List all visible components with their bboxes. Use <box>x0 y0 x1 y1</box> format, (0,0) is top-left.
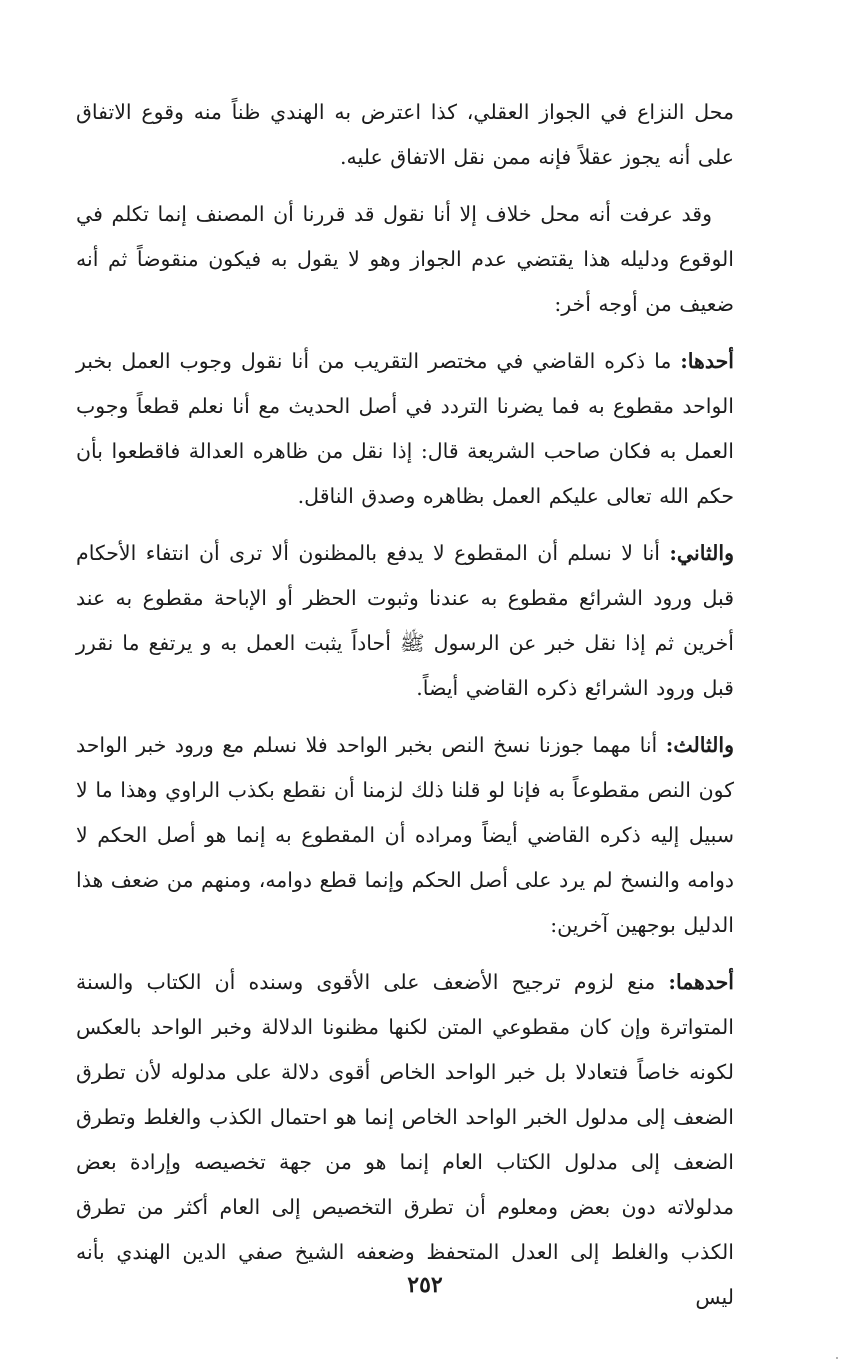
paragraph-6 <box>76 960 734 1320</box>
paragraph-4-text: أنا لا نسلم أن المقطوع لا يدفع بالمظنون ألا ترى أن انتفاء الأحكام قبل ورود الشرائع مقطوع به عندنا وثبوت الحظر أو الإباحة مقطوع به عند أخرين ثم إذا نقل خبر عن الرسول ﷺ أحاداً يثبت العمل به و يرتفع ما نقرر قبل ورود الشرائع ذكره القاضي أيضاً. <box>76 541 734 700</box>
paragraph-4-lead: والثاني: <box>669 541 734 565</box>
paragraph-5-text: أنا مهما جوزنا نسخ النص بخبر الواحد فلا نسلم مع ورود خبر الواحد كون النص مقطوعاً به فإنا لو قلنا ذلك لزمنا أن نقطع بكذب الراوي وهذا ما لا سبيل إليه ذكره القاضي أيضاً ومراده أن المقطوع به إنما هو أصل الحكم لا دوامه والنسخ لم يرد على أصل الحكم وإنما قطع دوامه، ومنهم من ضعف هذا الدليل بوجهين آخرين: <box>76 733 734 937</box>
page-number: ٢٥٢ <box>407 1272 443 1298</box>
paragraph-2-text: وقد عرفت أنه محل خلاف إلا أنا نقول قد قررنا أن المصنف إنما تكلم في الوقوع ودليله هذا يقتضي عدم الجواز وهو لا يقول به فيكون منقوضاً ثم أنه ضعيف من أوجه أخر: <box>76 202 734 316</box>
paragraph-5-lead: والثالث: <box>665 733 734 757</box>
page-body <box>76 90 734 1332</box>
paragraph-3-lead: أحدها: <box>680 349 734 373</box>
paragraph-6-text: منع لزوم ترجيح الأضعف على الأقوى وسنده أن الكتاب والسنة المتواترة وإن كان مقطوعي المتن لكنها مظنونا الدلالة وخبر الواحد بالعكس لكونه خاصاً فتعادلا بل خبر الواحد الخاص أقوى دلالة على مدلوله لأن تطرق الضعف إلى مدلول الخبر الواحد الخاص إنما هو احتمال الكذب والغلط وتطرق الضعف إلى مدلول الكتاب العام إنما هو من جهة تخصيصه وإرادة بعض مدلولاته دون بعض ومعلوم أن تطرق التخصيص إلى العام أكثر من تطرق الكذب والغلط إلى العدل المتحفظ وضعفه الشيخ صفي الدين الهندي بأنه ليس <box>76 970 734 1309</box>
scan-speck <box>836 1357 838 1359</box>
paragraph-1-text: محل النزاع في الجواز العقلي، كذا اعترض به الهندي ظناً منه وقوع الاتفاق على أنه يجوز عقلاً فإنه ممن نقل الاتفاق عليه. <box>76 100 734 169</box>
paragraph-3 <box>76 339 734 519</box>
paragraph-6-lead: أحدهما: <box>668 970 734 994</box>
paragraph-4 <box>76 531 734 711</box>
paragraph-2 <box>76 192 734 327</box>
paragraph-1 <box>76 90 734 180</box>
paragraph-3-text: ما ذكره القاضي في مختصر التقريب من أنا نقول وجوب العمل بخبر الواحد مقطوع به فما يضرنا التردد في أصل الحديث مع أنا نعلم قطعاً وجوب العمل به فكان صاحب الشريعة قال: إذا نقل من ظاهره العدالة فاقطعوا بأن حكم الله تعالى عليكم العمل بظاهره وصدق الناقل. <box>76 349 734 508</box>
paragraph-5 <box>76 723 734 948</box>
